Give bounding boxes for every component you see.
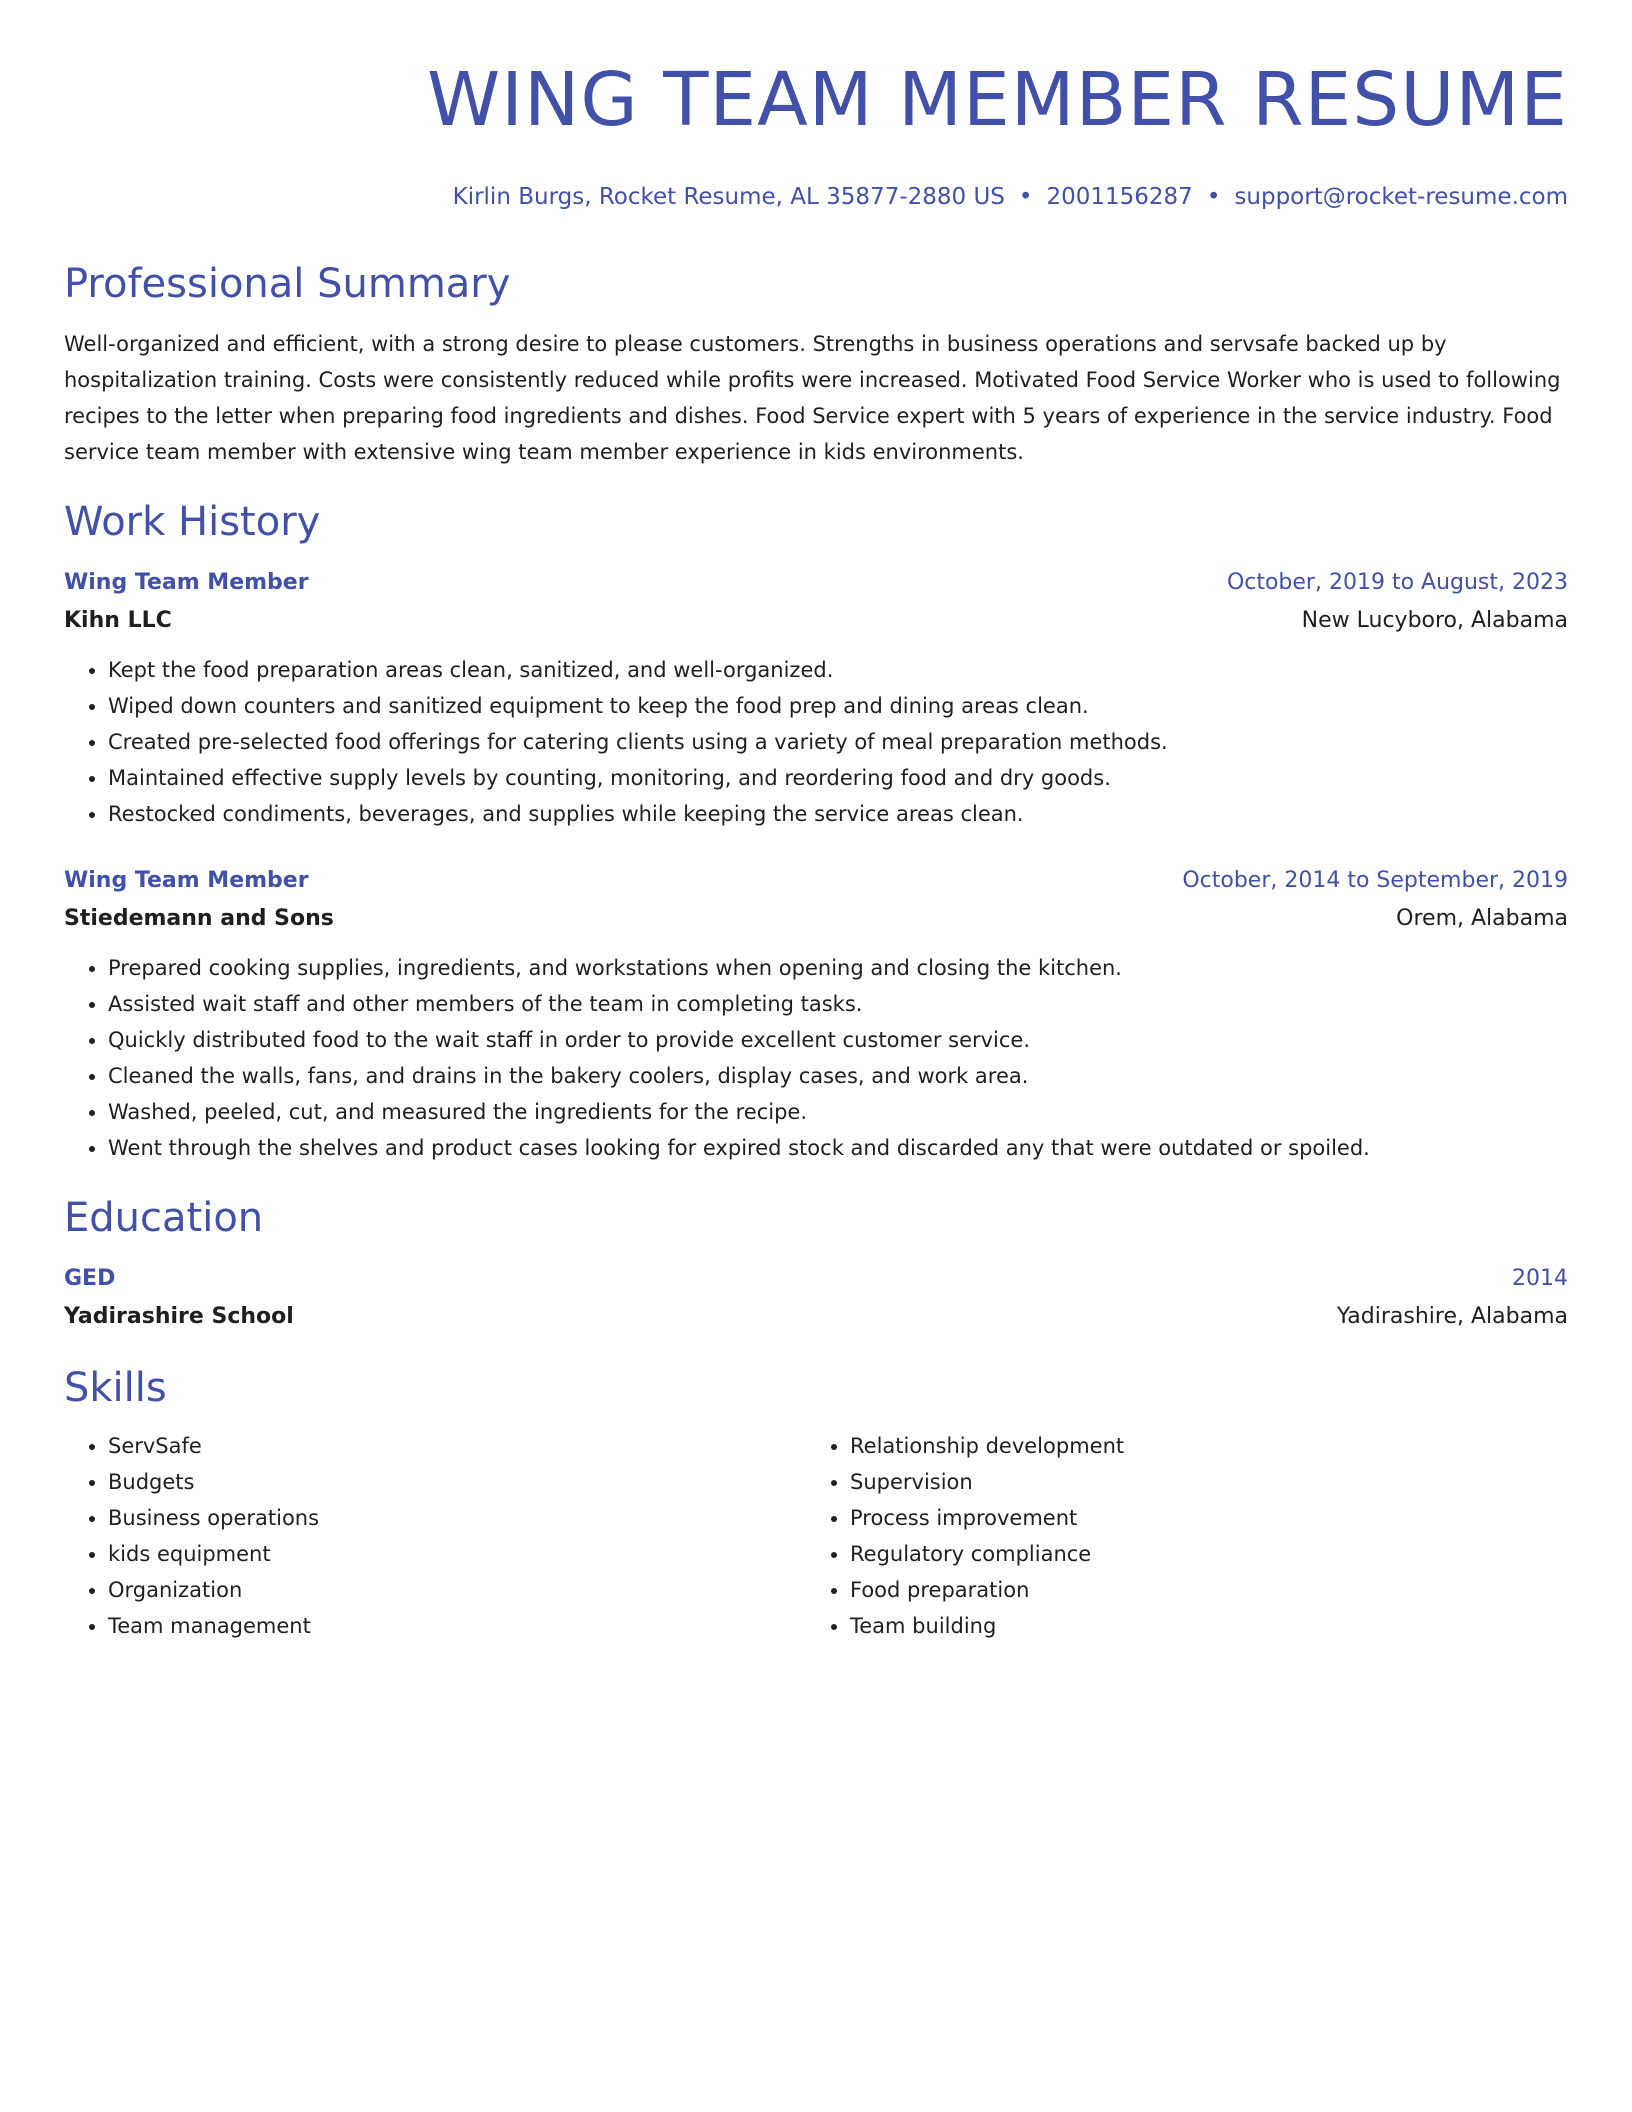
job-duty: • Assisted wait staff and other members of the team in completing tasks. [108,986,1568,1022]
job-duty: • Cleaned the walls, fans, and drains in the bakery coolers, display cases, and work area. [108,1058,1568,1094]
contact-address: Kirlin Burgs, Rocket Resume, AL 35877-2880 US [452,184,1005,210]
work-history-heading: Work History [64,499,321,545]
job-dates: October, 2014 to September, 2019 [1182,868,1568,893]
education-heading: Education [64,1195,264,1241]
job-duty: • Prepared cooking supplies, ingredients, and workstations when opening and closing the kitchen. [108,950,1568,986]
job-dates: October, 2019 to August, 2023 [1226,570,1568,595]
contact-separator: • [1206,184,1221,210]
job-duty: • Quickly distributed food to the wait staff in order to provide excellent customer service. [108,1022,1568,1058]
job-duty: • Maintained effective supply levels by counting, monitoring, and reordering food and dry goods. [108,760,1568,796]
contact-line [64,180,1568,214]
job-role: Wing Team Member [64,868,309,893]
job-duties-list [64,652,1568,832]
education-entry [64,1260,1568,1336]
skill-item: • Food preparation [850,1572,1548,1608]
skill-item: • kids equipment [108,1536,806,1572]
skills-list-right [806,1428,1548,1644]
skill-item: • Regulatory compliance [850,1536,1548,1572]
skill-item: • Supervision [850,1464,1548,1500]
job-duty: • Created pre-selected food offerings for catering clients using a variety of meal preparation methods. [108,724,1568,760]
contact-separator: • [1018,184,1033,210]
summary-heading: Professional Summary [64,261,511,307]
skill-item: • Budgets [108,1464,806,1500]
skills-columns [64,1428,1568,1644]
job-entry [64,862,1568,1166]
education-location: Yadirashire, Alabama [1336,1304,1568,1329]
job-duties-list [64,950,1568,1166]
skill-item: • Relationship development [850,1428,1548,1464]
skills-heading: Skills [64,1365,167,1411]
skill-item: • Business operations [108,1500,806,1536]
resume-page [64,50,1568,1644]
job-company: Stiedemann and Sons [64,906,334,931]
skill-item: • Process improvement [850,1500,1548,1536]
job-duty: • Wiped down counters and sanitized equipment to keep the food prep and dining areas clean. [108,688,1568,724]
skills-list-left [64,1428,806,1644]
job-duty: • Washed, peeled, cut, and measured the ingredients for the recipe. [108,1094,1568,1130]
education-year: 2014 [1512,1266,1568,1291]
education-degree: GED [64,1266,116,1291]
job-duty: • Went through the shelves and product cases looking for expired stock and discarded any that were outdated or spoiled. [108,1130,1568,1166]
skill-item: • ServSafe [108,1428,806,1464]
job-role: Wing Team Member [64,570,309,595]
job-duty: • Restocked condiments, beverages, and supplies while keeping the service areas clean. [108,796,1568,832]
job-company: Kihn LLC [64,608,172,633]
contact-phone: 2001156287 [1046,184,1193,210]
education-school: Yadirashire School [64,1304,294,1329]
summary-text: Well-organized and efficient, with a strong desire to please customers. Strengths in business operations and servsafe backed up by hospitalization training. Costs were consistently reduced while profits were increased. Motivated Food Service Worker who is used to following recipes to the letter when preparing food ingredients and dishes. Food Service expert with 5 years of experience in the service industry. Food service team member with extensive wing team member experience in kids environments. [64,332,1561,464]
skill-item: • Organization [108,1572,806,1608]
job-duty: • Kept the food preparation areas clean, sanitized, and well-organized. [108,652,1568,688]
skill-item: • Team building [850,1608,1548,1644]
job-location: Orem, Alabama [1396,906,1568,931]
job-location: New Lucyboro, Alabama [1301,608,1568,633]
resume-title: WING TEAM MEMBER RESUME [427,57,1568,143]
contact-email: support@rocket-resume.com [1234,184,1568,210]
skill-item: • Team management [108,1608,806,1644]
job-entry [64,564,1568,832]
